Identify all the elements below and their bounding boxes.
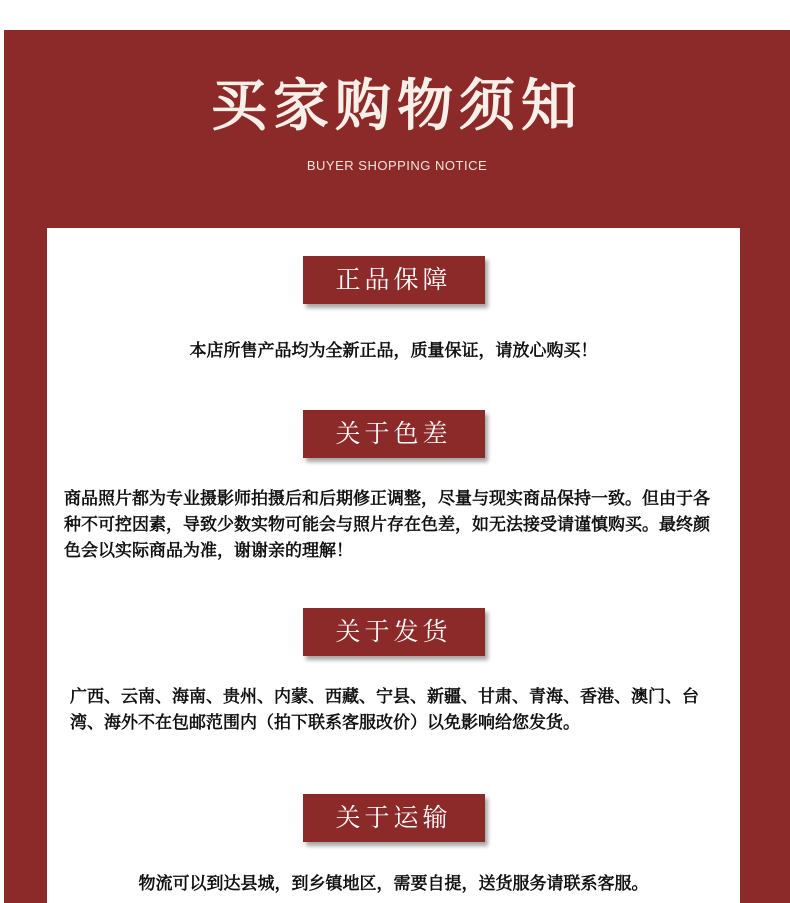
section-text-color: 商品照片都为专业摄影师拍摄后和后期修正调整，尽量与现实商品保持一致。但由于各种不可控因素，导致少数实物可能会与照片存在色差，如无法接受请谨慎购买。最终颜色会以实际商品为准，谢谢亲的理解！ xyxy=(64,489,710,561)
notice-poster xyxy=(4,30,790,903)
section-label-shipping: 关于发货 xyxy=(303,608,485,656)
section-text-shipping: 广西、云南、海南、贵州、内蒙、西藏、宁县、新疆、甘肃、青海、香港、澳门、台湾、海外不在包邮范围内（拍下联系客服改价）以免影响给您发货。 xyxy=(70,687,699,733)
notice-card xyxy=(47,228,740,903)
page-title: 买家购物须知 xyxy=(211,73,583,139)
section-label-transport: 关于运输 xyxy=(303,794,485,842)
section-text-genuine: 本店所售产品均为全新正品，质量保证，请放心购买！ xyxy=(189,341,598,361)
page-subtitle: BUYER SHOPPING NOTICE xyxy=(306,158,488,173)
section-label-genuine: 正品保障 xyxy=(303,256,485,304)
section-text-transport: 物流可以到达县城，到乡镇地区，需要自提，送货服务请联系客服。 xyxy=(138,874,649,894)
section-label-color: 关于色差 xyxy=(303,410,485,458)
